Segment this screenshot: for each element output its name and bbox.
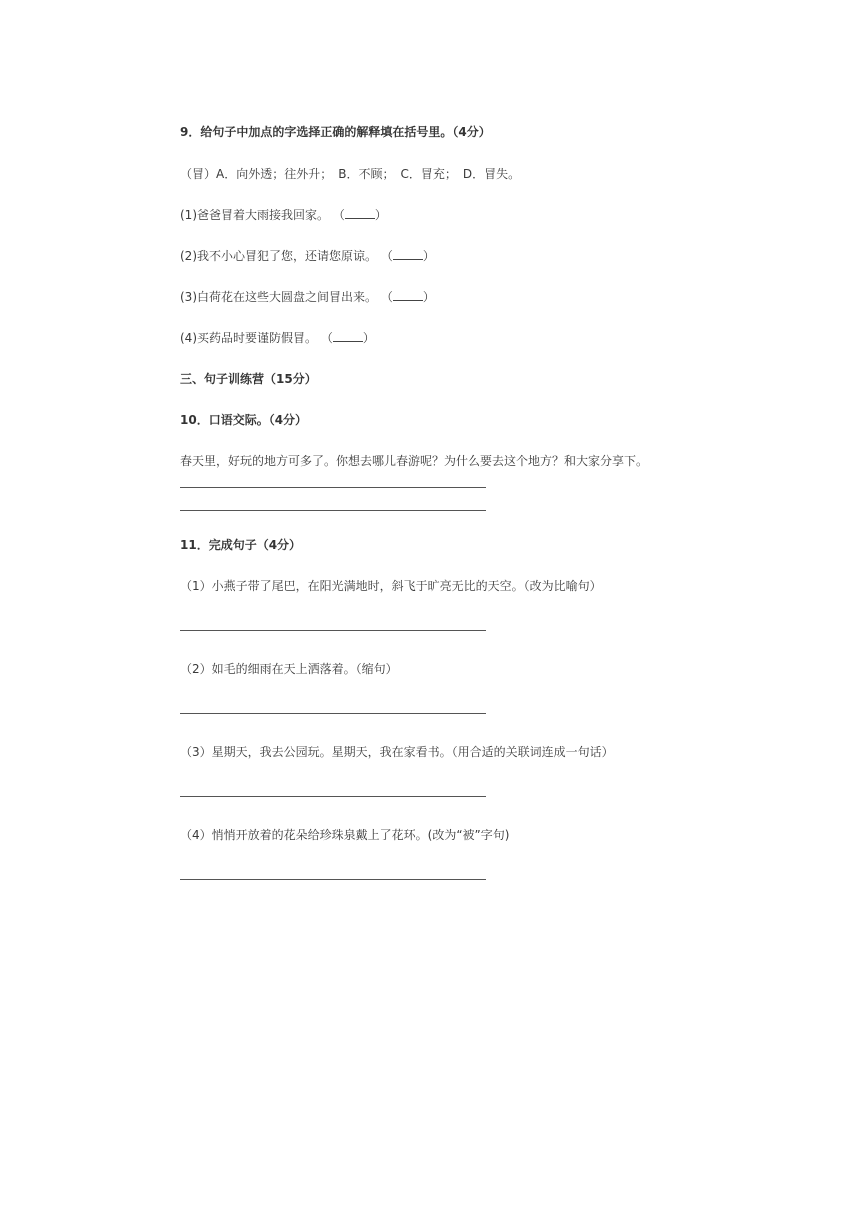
q11-item-2: （2）如毛的细雨在天上洒落着。（缩句） bbox=[180, 662, 398, 676]
q9-item-4-close: ） bbox=[362, 331, 375, 345]
q9-item-3 bbox=[180, 289, 435, 305]
q11-item-1: （1）小燕子带了尾巴，在阳光满地时，斜飞于旷亮无比的天空。（改为比喻句） bbox=[180, 579, 602, 593]
q11-title: 11．完成句子（4分） bbox=[180, 538, 302, 552]
q10-prompt: 春天里，好玩的地方可多了。你想去哪儿春游呢？为什么要去这个地方？和大家分享下。 bbox=[180, 454, 649, 468]
q11-item-3-answer-line[interactable] bbox=[180, 796, 486, 797]
q10-answer-line-1[interactable] bbox=[180, 487, 486, 488]
section3-title: 三、句子训练营（15分） bbox=[180, 372, 317, 386]
q9-item-3-close: ） bbox=[422, 290, 435, 304]
q11-item-1-answer-line[interactable] bbox=[180, 630, 486, 631]
q9-item-2-open: （ bbox=[380, 249, 393, 263]
q10-answer-line-2[interactable] bbox=[180, 510, 486, 511]
q11-item-4: （4）悄悄开放着的花朵给珍珠泉戴上了花环。(改为“被”字句) bbox=[180, 828, 510, 842]
q9-item-3-text: (3)白荷花在这些大圆盘之间冒出来。 bbox=[180, 290, 377, 304]
q9-options: （冒）A．向外透；往外升； B．不顾； C．冒充； D．冒失。 bbox=[180, 167, 521, 181]
q9-item-4-text: (4)买药品时要谨防假冒。 bbox=[180, 331, 317, 345]
q9-item-2-close: ） bbox=[422, 249, 435, 263]
q9-item-1-blank[interactable] bbox=[345, 207, 375, 219]
q9-item-4-blank[interactable] bbox=[333, 330, 363, 342]
q11-item-2-answer-line[interactable] bbox=[180, 713, 486, 714]
q9-item-1 bbox=[180, 207, 387, 223]
q9-item-1-open: （ bbox=[332, 208, 345, 222]
q9-item-1-text: (1)爸爸冒着大雨接我回家。 bbox=[180, 208, 329, 222]
q9-title: 9．给句子中加点的字选择正确的解释填在括号里。（4分） bbox=[180, 125, 491, 139]
q9-item-2-blank[interactable] bbox=[393, 248, 423, 260]
q9-item-3-open: （ bbox=[380, 290, 393, 304]
q9-item-1-close: ） bbox=[374, 208, 387, 222]
q9-item-3-blank[interactable] bbox=[393, 289, 423, 301]
q9-item-4-open: （ bbox=[320, 331, 333, 345]
q11-item-3: （3）星期天，我去公园玩。星期天，我在家看书。（用合适的关联词连成一句话） bbox=[180, 745, 614, 759]
q9-item-4 bbox=[180, 330, 375, 346]
q11-item-4-answer-line[interactable] bbox=[180, 879, 486, 880]
q9-item-2 bbox=[180, 248, 435, 264]
q10-title: 10．口语交际。（4分） bbox=[180, 413, 308, 427]
q9-item-2-text: (2)我不小心冒犯了您，还请您原谅。 bbox=[180, 249, 377, 263]
